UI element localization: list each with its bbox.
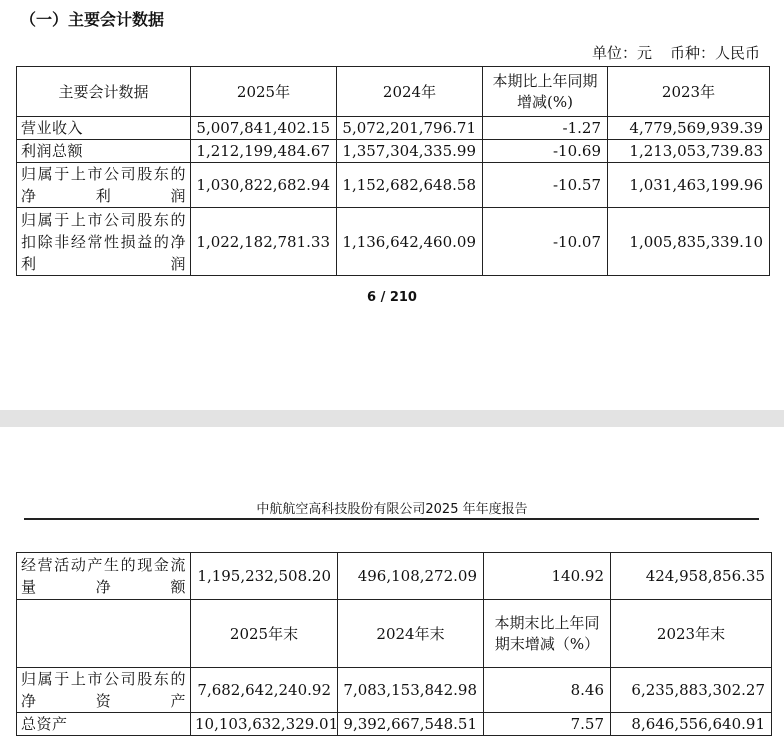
header-cell: 主要会计数据: [17, 67, 191, 117]
table-row: [17, 668, 772, 713]
value-cell: 1,022,182,781.33: [191, 208, 337, 276]
row-label: 经营活动产生的现金流量净额: [17, 553, 191, 600]
table-row: [17, 553, 772, 600]
header-cell: 2024年末: [338, 600, 484, 668]
value-cell: 9,392,667,548.51: [338, 713, 484, 736]
value-cell: 10,103,632,329.01: [191, 713, 338, 736]
row-label: 总资产: [17, 713, 191, 736]
value-cell: -1.27: [483, 117, 608, 140]
table-row: [17, 713, 772, 736]
value-cell: 1,031,463,199.96: [608, 163, 770, 208]
value-cell: 5,072,201,796.71: [337, 117, 483, 140]
value-cell: 424,958,856.35: [611, 553, 772, 600]
currency-label: 币种：人民币: [669, 44, 760, 62]
page-break: [0, 410, 784, 427]
header-rule: [24, 518, 759, 520]
value-cell: 1,005,835,339.10: [608, 208, 770, 276]
table-row: [17, 140, 770, 163]
value-cell: 1,195,232,508.20: [191, 553, 338, 600]
row-label: 营业收入: [17, 117, 191, 140]
row-label: 利润总额: [17, 140, 191, 163]
header-cell: 2023年末: [611, 600, 772, 668]
main-accounting-data-table-continued: [16, 552, 772, 736]
value-cell: -10.07: [483, 208, 608, 276]
report-header: 中航航空高科技股份有限公司2025 年年度报告: [256, 502, 528, 517]
header-cell: [17, 600, 191, 668]
row-label: 归属于上市公司股东的净利润: [17, 163, 191, 208]
value-cell: -10.69: [483, 140, 608, 163]
header-cell: 2025年末: [191, 600, 338, 668]
table-row: [17, 117, 770, 140]
row-label: 归属于上市公司股东的扣除非经常性损益的净利润: [17, 208, 191, 276]
section-title: （一）主要会计数据: [20, 10, 165, 29]
table-header-row: [17, 600, 772, 668]
value-cell: 7,682,642,240.92: [191, 668, 338, 713]
table-row: [17, 208, 770, 276]
value-cell: 1,030,822,682.94: [191, 163, 337, 208]
unit-label: 单位：元: [591, 44, 652, 62]
value-cell: 7,083,153,842.98: [338, 668, 484, 713]
value-cell: 8.46: [484, 668, 611, 713]
header-cell: 2023年: [608, 67, 770, 117]
table-row: [17, 163, 770, 208]
table-header-row: [17, 67, 770, 117]
header-cell: 本期末比上年同期末增减（%）: [484, 600, 611, 668]
unit-line: [574, 42, 760, 63]
value-cell: 1,213,053,739.83: [608, 140, 770, 163]
main-accounting-data-table: [16, 66, 770, 276]
header-cell: 2024年: [337, 67, 483, 117]
value-cell: 1,152,682,648.58: [337, 163, 483, 208]
row-label: 归属于上市公司股东的净资产: [17, 668, 191, 713]
value-cell: 8,646,556,640.91: [611, 713, 772, 736]
header-cell: 2025年: [191, 67, 337, 117]
value-cell: 1,212,199,484.67: [191, 140, 337, 163]
value-cell: 140.92: [484, 553, 611, 600]
header-cell: 本期比上年同期增减(%): [483, 67, 608, 117]
value-cell: 496,108,272.09: [338, 553, 484, 600]
value-cell: 5,007,841,402.15: [191, 117, 337, 140]
value-cell: 7.57: [484, 713, 611, 736]
page-number: 6 / 210: [367, 290, 417, 305]
value-cell: 1,357,304,335.99: [337, 140, 483, 163]
value-cell: 6,235,883,302.27: [611, 668, 772, 713]
value-cell: 4,779,569,939.39: [608, 117, 770, 140]
value-cell: 1,136,642,460.09: [337, 208, 483, 276]
value-cell: -10.57: [483, 163, 608, 208]
